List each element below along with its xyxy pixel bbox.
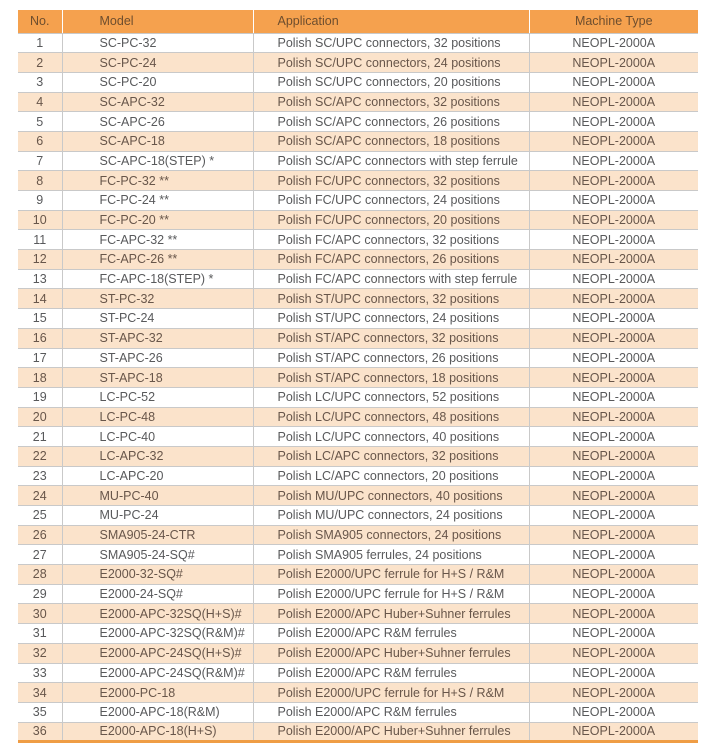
cell-no: 11 [18,230,62,250]
table-row [18,289,698,309]
table-row [18,722,698,742]
cell-application: Polish FC/APC connectors, 26 positions [253,250,529,270]
table-row [18,53,698,73]
cell-no: 23 [18,466,62,486]
cell-no: 33 [18,663,62,683]
cell-model: SC-APC-18 [62,131,253,151]
cell-application: Polish E2000/APC Huber+Suhner ferrules [253,643,529,663]
cell-no: 8 [18,171,62,191]
cell-no: 22 [18,446,62,466]
cell-model: MU-PC-24 [62,506,253,526]
table-body [18,33,698,742]
cell-machine-type: NEOPL-2000A [529,328,698,348]
cell-model: ST-APC-18 [62,368,253,388]
table-row [18,309,698,329]
cell-machine-type: NEOPL-2000A [529,565,698,585]
cell-machine-type: NEOPL-2000A [529,584,698,604]
table-row [18,407,698,427]
cell-application: Polish LC/UPC connectors, 48 positions [253,407,529,427]
cell-application: Polish SC/APC connectors, 18 positions [253,131,529,151]
cell-application: Polish E2000/UPC ferrule for H+S / R&M [253,683,529,703]
cell-application: Polish ST/UPC connectors, 24 positions [253,309,529,329]
cell-machine-type: NEOPL-2000A [529,171,698,191]
cell-model: SC-PC-24 [62,53,253,73]
cell-model: E2000-24-SQ# [62,584,253,604]
cell-model: SMA905-24-CTR [62,525,253,545]
cell-no: 7 [18,151,62,171]
cell-no: 32 [18,643,62,663]
table-row [18,604,698,624]
table-row [18,486,698,506]
cell-model: FC-APC-32 ** [62,230,253,250]
cell-model: FC-PC-32 ** [62,171,253,191]
cell-application: Polish SMA905 connectors, 24 positions [253,525,529,545]
cell-no: 36 [18,722,62,742]
cell-application: Polish E2000/APC R&M ferrules [253,702,529,722]
cell-application: Polish FC/UPC connectors, 32 positions [253,171,529,191]
cell-application: Polish FC/APC connectors with step ferrule [253,269,529,289]
cell-model: ST-APC-32 [62,328,253,348]
cell-model: E2000-APC-32SQ(R&M)# [62,624,253,644]
cell-machine-type: NEOPL-2000A [529,210,698,230]
table-row [18,269,698,289]
cell-application: Polish E2000/APC R&M ferrules [253,663,529,683]
table-row [18,348,698,368]
cell-no: 12 [18,250,62,270]
cell-model: ST-APC-26 [62,348,253,368]
cell-application: Polish E2000/APC R&M ferrules [253,624,529,644]
cell-application: Polish FC/APC connectors, 32 positions [253,230,529,250]
cell-model: E2000-APC-24SQ(H+S)# [62,643,253,663]
cell-model: ST-PC-32 [62,289,253,309]
cell-application: Polish LC/APC connectors, 20 positions [253,466,529,486]
table-row [18,33,698,53]
table-row [18,250,698,270]
cell-application: Polish E2000/UPC ferrule for H+S / R&M [253,584,529,604]
cell-application: Polish SC/UPC connectors, 32 positions [253,33,529,53]
cell-application: Polish ST/APC connectors, 26 positions [253,348,529,368]
cell-machine-type: NEOPL-2000A [529,407,698,427]
cell-machine-type: NEOPL-2000A [529,269,698,289]
table-row [18,387,698,407]
cell-machine-type: NEOPL-2000A [529,72,698,92]
table-row [18,643,698,663]
cell-no: 1 [18,33,62,53]
table-header [18,10,698,33]
cell-no: 6 [18,131,62,151]
cell-machine-type: NEOPL-2000A [529,643,698,663]
cell-machine-type: NEOPL-2000A [529,309,698,329]
cell-application: Polish LC/UPC connectors, 40 positions [253,427,529,447]
cell-machine-type: NEOPL-2000A [529,250,698,270]
table-row [18,230,698,250]
cell-no: 34 [18,683,62,703]
cell-model: SC-PC-32 [62,33,253,53]
cell-model: SMA905-24-SQ# [62,545,253,565]
cell-model: FC-APC-18(STEP) * [62,269,253,289]
cell-no: 9 [18,191,62,211]
cell-model: FC-APC-26 ** [62,250,253,270]
table-row [18,624,698,644]
cell-model: SC-APC-18(STEP) * [62,151,253,171]
column-header-no: No. [18,10,62,33]
table-row [18,92,698,112]
cell-model: LC-APC-32 [62,446,253,466]
cell-model: LC-PC-52 [62,387,253,407]
table-row [18,565,698,585]
column-header-machine-type: Machine Type [529,10,698,33]
cell-no: 4 [18,92,62,112]
cell-no: 2 [18,53,62,73]
cell-machine-type: NEOPL-2000A [529,131,698,151]
cell-application: Polish LC/UPC connectors, 52 positions [253,387,529,407]
cell-machine-type: NEOPL-2000A [529,289,698,309]
cell-application: Polish MU/UPC connectors, 24 positions [253,506,529,526]
cell-model: FC-PC-20 ** [62,210,253,230]
cell-no: 13 [18,269,62,289]
cell-no: 14 [18,289,62,309]
table-row [18,368,698,388]
cell-no: 31 [18,624,62,644]
table-row [18,328,698,348]
cell-application: Polish SMA905 ferrules, 24 positions [253,545,529,565]
column-header-model: Model [62,10,253,33]
cell-model: LC-APC-20 [62,466,253,486]
cell-application: Polish E2000/APC Huber+Suhner ferrules [253,722,529,742]
cell-model: E2000-PC-18 [62,683,253,703]
cell-application: Polish ST/APC connectors, 18 positions [253,368,529,388]
table-row [18,683,698,703]
cell-model: E2000-APC-18(H+S) [62,722,253,742]
cell-no: 30 [18,604,62,624]
cell-model: FC-PC-24 ** [62,191,253,211]
cell-machine-type: NEOPL-2000A [529,112,698,132]
cell-no: 21 [18,427,62,447]
cell-model: E2000-APC-32SQ(H+S)# [62,604,253,624]
cell-machine-type: NEOPL-2000A [529,348,698,368]
cell-model: SC-PC-20 [62,72,253,92]
cell-no: 5 [18,112,62,132]
header-row [18,10,698,33]
table-row [18,702,698,722]
cell-model: E2000-APC-24SQ(R&M)# [62,663,253,683]
cell-machine-type: NEOPL-2000A [529,427,698,447]
cell-machine-type: NEOPL-2000A [529,604,698,624]
cell-machine-type: NEOPL-2000A [529,53,698,73]
cell-machine-type: NEOPL-2000A [529,466,698,486]
cell-no: 27 [18,545,62,565]
table-row [18,466,698,486]
cell-machine-type: NEOPL-2000A [529,525,698,545]
polisher-model-table [18,10,698,743]
cell-no: 17 [18,348,62,368]
cell-machine-type: NEOPL-2000A [529,92,698,112]
cell-application: Polish E2000/APC Huber+Suhner ferrules [253,604,529,624]
cell-no: 29 [18,584,62,604]
cell-no: 19 [18,387,62,407]
cell-machine-type: NEOPL-2000A [529,722,698,742]
table-row [18,584,698,604]
cell-machine-type: NEOPL-2000A [529,486,698,506]
cell-machine-type: NEOPL-2000A [529,230,698,250]
table-row [18,131,698,151]
cell-no: 18 [18,368,62,388]
cell-model: LC-PC-48 [62,407,253,427]
cell-machine-type: NEOPL-2000A [529,446,698,466]
cell-machine-type: NEOPL-2000A [529,545,698,565]
table-row [18,427,698,447]
cell-application: Polish SC/APC connectors, 26 positions [253,112,529,132]
cell-machine-type: NEOPL-2000A [529,387,698,407]
cell-no: 26 [18,525,62,545]
cell-model: E2000-APC-18(R&M) [62,702,253,722]
cell-model: SC-APC-32 [62,92,253,112]
cell-machine-type: NEOPL-2000A [529,624,698,644]
cell-no: 35 [18,702,62,722]
cell-machine-type: NEOPL-2000A [529,702,698,722]
cell-application: Polish FC/UPC connectors, 20 positions [253,210,529,230]
cell-no: 3 [18,72,62,92]
cell-no: 10 [18,210,62,230]
table-row [18,506,698,526]
cell-application: Polish SC/APC connectors, 32 positions [253,92,529,112]
cell-application: Polish E2000/UPC ferrule for H+S / R&M [253,565,529,585]
cell-no: 25 [18,506,62,526]
table-row [18,151,698,171]
cell-model: E2000-32-SQ# [62,565,253,585]
cell-no: 16 [18,328,62,348]
cell-model: LC-PC-40 [62,427,253,447]
cell-no: 28 [18,565,62,585]
cell-application: Polish MU/UPC connectors, 40 positions [253,486,529,506]
cell-model: MU-PC-40 [62,486,253,506]
cell-machine-type: NEOPL-2000A [529,191,698,211]
cell-no: 20 [18,407,62,427]
cell-application: Polish LC/APC connectors, 32 positions [253,446,529,466]
cell-no: 15 [18,309,62,329]
table-row [18,446,698,466]
table-row [18,112,698,132]
cell-model: ST-PC-24 [62,309,253,329]
table-row [18,210,698,230]
table-row [18,545,698,565]
cell-machine-type: NEOPL-2000A [529,506,698,526]
cell-application: Polish FC/UPC connectors, 24 positions [253,191,529,211]
cell-application: Polish SC/APC connectors with step ferrule [253,151,529,171]
cell-application: Polish SC/UPC connectors, 20 positions [253,72,529,92]
table-row [18,525,698,545]
cell-model: SC-APC-26 [62,112,253,132]
cell-no: 24 [18,486,62,506]
cell-machine-type: NEOPL-2000A [529,663,698,683]
cell-application: Polish SC/UPC connectors, 24 positions [253,53,529,73]
table-row [18,663,698,683]
cell-machine-type: NEOPL-2000A [529,33,698,53]
cell-machine-type: NEOPL-2000A [529,683,698,703]
table-row [18,72,698,92]
cell-machine-type: NEOPL-2000A [529,368,698,388]
column-header-application: Application [253,10,529,33]
table-row [18,191,698,211]
cell-application: Polish ST/APC connectors, 32 positions [253,328,529,348]
cell-application: Polish ST/UPC connectors, 32 positions [253,289,529,309]
cell-machine-type: NEOPL-2000A [529,151,698,171]
table-row [18,171,698,191]
